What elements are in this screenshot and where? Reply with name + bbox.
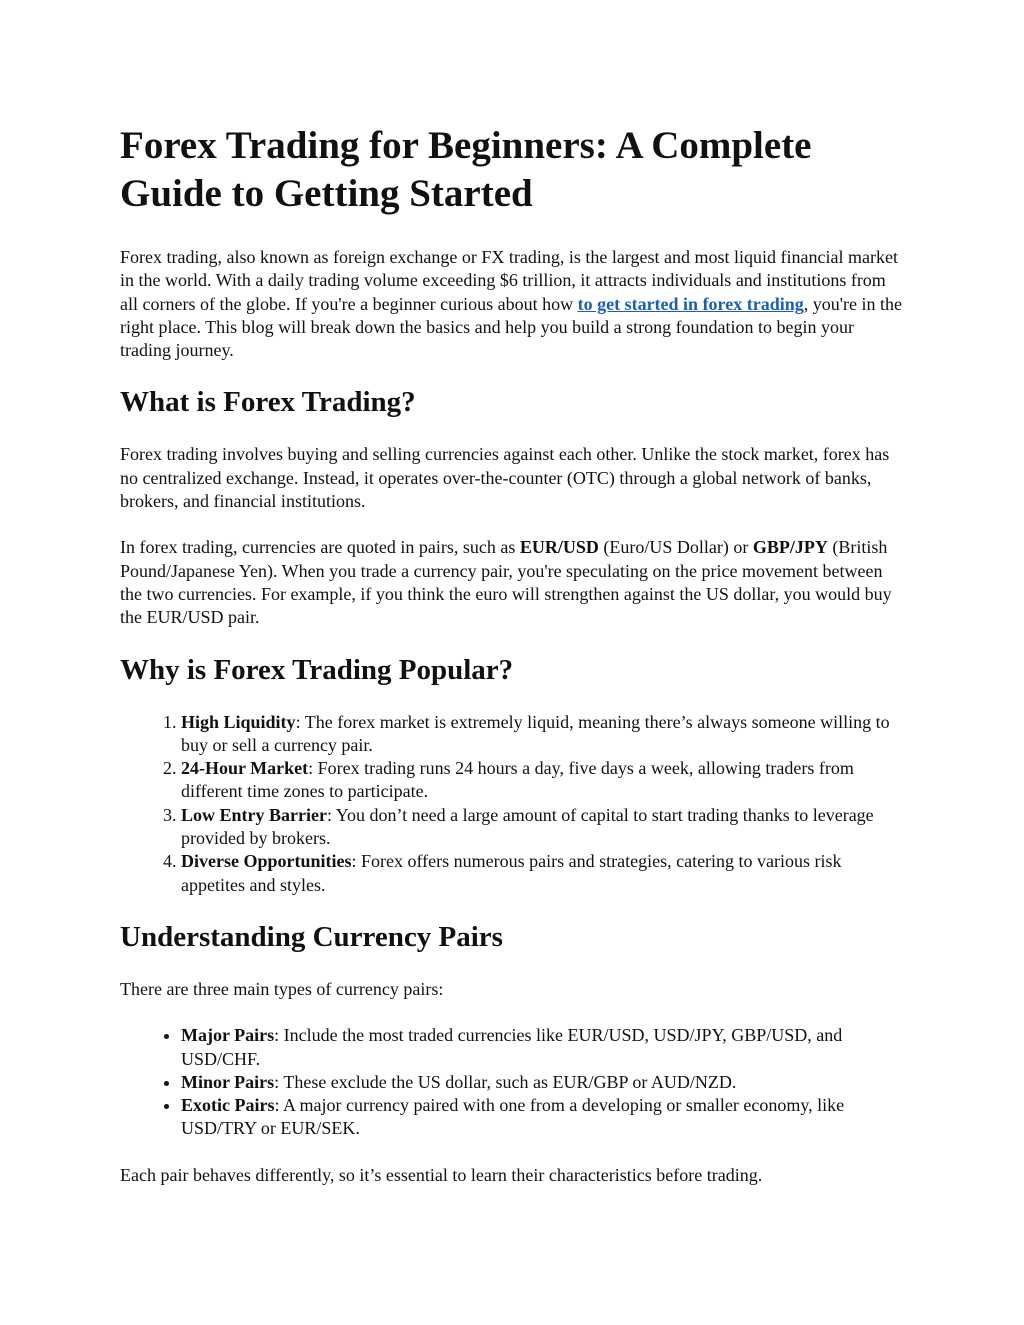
list-item [181, 1071, 904, 1094]
item-text: : Include the most traded currencies like EUR/USD, USD/JPY, GBP/USD, and USD/CHF. [181, 1025, 843, 1069]
what-paragraph-1: Forex trading involves buying and selling currencies against each other. Unlike the stock market, forex has no centralized exchange. Instead, it operates over-the-counter (OTC) through a global network of banks, brokers, and financial institutions. [120, 444, 890, 512]
list-item [181, 1094, 904, 1141]
list-item [181, 804, 904, 851]
item-text: : Forex trading runs 24 hours a day, five days a week, allowing traders from different time zones to participate. [181, 758, 854, 802]
item-term: Exotic Pairs [181, 1095, 275, 1116]
item-text: : The forex market is extremely liquid, meaning there’s always someone willing to buy or sell a currency pair. [181, 711, 890, 755]
what-p2-text-c: (Euro/US Dollar) or [598, 537, 753, 558]
get-started-link[interactable]: to get started in forex trading [577, 293, 804, 314]
list-item [181, 850, 904, 897]
item-term: Major Pairs [181, 1025, 275, 1046]
intro-text-1: Forex trading, also known as foreign exchange or FX trading, is the largest and most liquid financial market in the world. With a daily trading volume exceeding $6 trillion, it attracts individuals and institutions from all corners of the globe. If you're a beginner curious about how [120, 247, 898, 314]
pairs-outro: Each pair behaves differently, so it’s essential to learn their characteristics before trading. [120, 1164, 763, 1185]
pair-eurusd: EUR/USD [519, 537, 599, 558]
pairs-intro: There are three main types of currency pairs: [120, 978, 444, 999]
intro-paragraph [120, 246, 904, 362]
heading-what-is-forex: What is Forex Trading? [120, 386, 416, 419]
heading-currency-pairs: Understanding Currency Pairs [120, 920, 503, 953]
list-item [181, 1024, 904, 1071]
item-text: : Forex offers numerous pairs and strategies, catering to various risk appetites and styles. [181, 851, 842, 895]
intro-text-2: , you're in the right place. This blog will break down the basics and help you build a strong foundation to begin your trading journey. [120, 293, 902, 361]
item-term: Minor Pairs [181, 1071, 275, 1092]
item-text: : A major currency paired with one from a developing or smaller economy, like USD/TRY or EUR/SEK. [181, 1095, 845, 1139]
item-term: High Liquidity [181, 711, 296, 732]
list-item [181, 711, 904, 758]
pair-types-list [120, 1024, 904, 1140]
item-term: Low Entry Barrier [181, 804, 327, 825]
page-title: Forex Trading for Beginners: A Complete Guide to Getting Started [120, 124, 812, 215]
pair-gbpjpy: GBP/JPY [752, 537, 828, 558]
item-text: : You don’t need a large amount of capital to start trading thanks to leverage provided by brokers. [181, 804, 874, 849]
item-term: Diverse Opportunities [181, 851, 352, 872]
what-p2-text-e: (British Pound/Japanese Yen). When you trade a currency pair, you're speculating on the price movement between the two currencies. For example, if you think the euro will strengthen against the US dollar, you would buy the EUR/USD pair. [120, 537, 892, 628]
heading-why-popular: Why is Forex Trading Popular? [120, 653, 514, 686]
item-term: 24-Hour Market [181, 758, 309, 779]
what-paragraph-2 [120, 536, 904, 629]
item-text: : These exclude the US dollar, such as EUR/GBP or AUD/NZD. [274, 1071, 737, 1092]
why-popular-list [120, 711, 904, 897]
what-p2-text-a: In forex trading, currencies are quoted in pairs, such as [120, 537, 520, 558]
list-item [181, 757, 904, 804]
